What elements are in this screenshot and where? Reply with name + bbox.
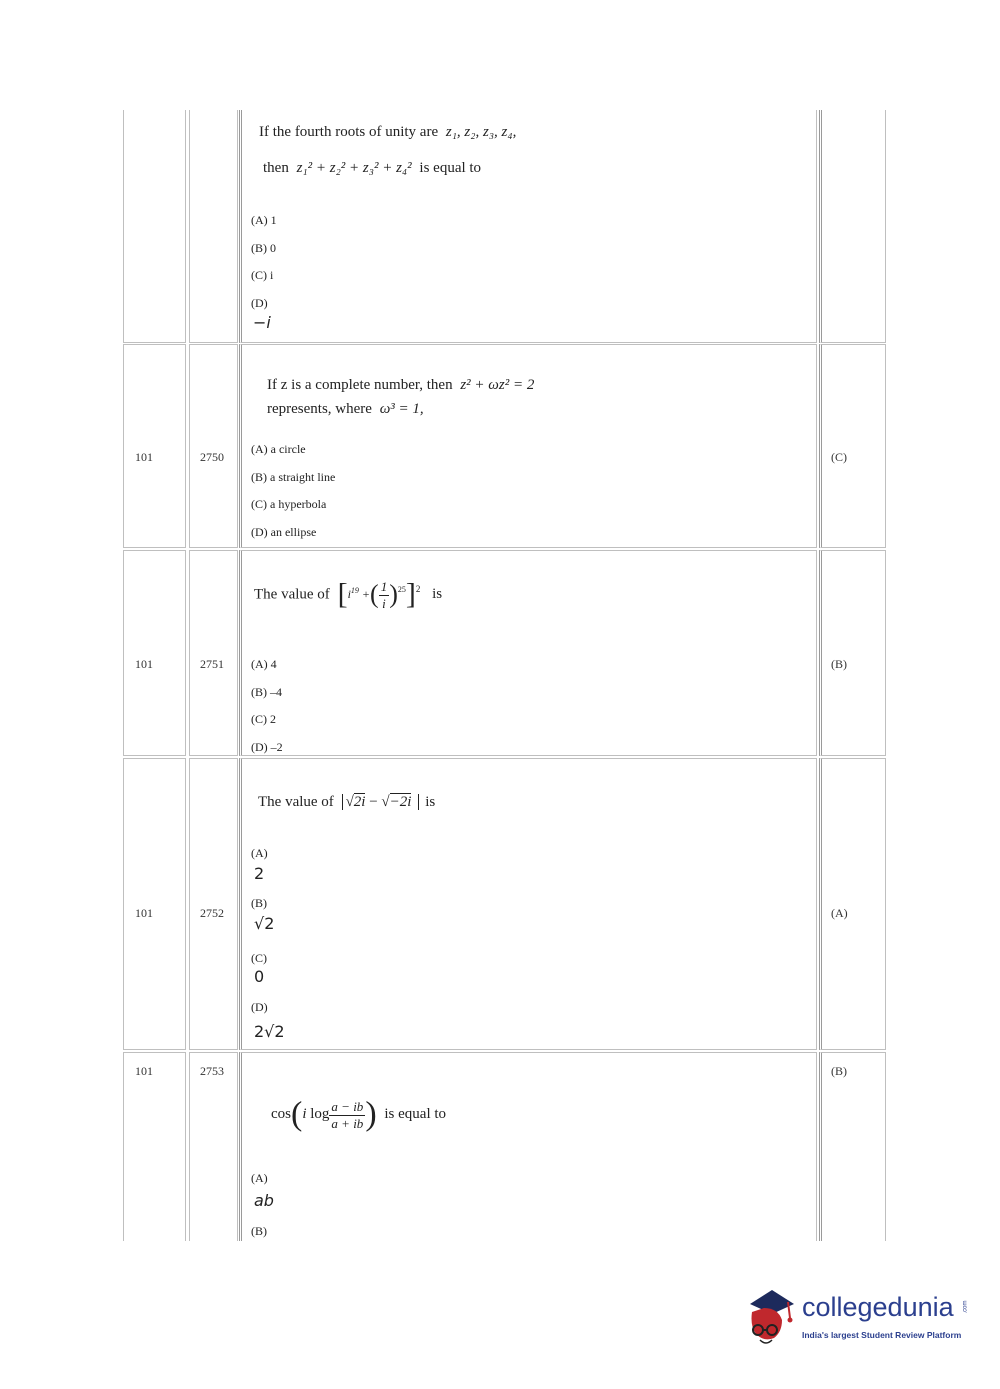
- option-b: (B) a straight line: [251, 470, 336, 484]
- collegedunia-logo: [742, 1284, 972, 1354]
- question-number: 2753: [200, 1064, 224, 1078]
- option-c: (C) 2: [251, 712, 276, 726]
- answer-key: (B): [831, 657, 847, 671]
- question-number-cell: [189, 1052, 238, 1241]
- math-expression: √2i − √−2i: [342, 794, 420, 810]
- subject-cell: [123, 1052, 186, 1241]
- question-number: 2750: [200, 450, 224, 464]
- question-text-line: cos(i log $\frac{a - ib}{a + ib}$ ) is equal to: [271, 1096, 447, 1133]
- math-expression: [$i^{19}$ +( $\frac{1}{i}$ )$^{25}$]$^2$: [337, 578, 421, 611]
- subject-cell: [123, 110, 186, 343]
- table-row: [123, 758, 886, 1050]
- option-b: (B) 0: [251, 241, 276, 255]
- math-expression: cos(i log $\frac{a - ib}{a + ib}$ ): [271, 1096, 377, 1133]
- question-number-cell: [189, 550, 238, 756]
- question-number: 2752: [200, 906, 224, 920]
- option-d-value: 2√2: [254, 1022, 285, 1041]
- option-d: (D): [251, 296, 268, 310]
- math-expression: ω³ = 1,: [379, 401, 424, 417]
- option-d-value: −i: [253, 313, 271, 332]
- question-text-line: The value of [$i^{19}$ +( $\frac{1}{i}$ )$^{25}$]$^2$ is: [254, 578, 443, 611]
- question-text-line: represents, where ω³ = 1,: [267, 401, 424, 417]
- option-c-label: (C): [251, 951, 267, 965]
- option-b-value: √2: [254, 914, 275, 933]
- table-row: [123, 550, 886, 756]
- option-b: (B) –4: [251, 685, 282, 699]
- answer-key: (B): [831, 1064, 847, 1078]
- math-expression: z₁, z₂, z₃, z₄,: [445, 124, 517, 140]
- subject-cell: [123, 550, 186, 756]
- question-text-line: The value of √2i − √−2i is: [258, 794, 436, 810]
- answer-cell: [819, 110, 886, 343]
- table-row: [123, 344, 886, 548]
- option-a-value: 2: [254, 864, 265, 883]
- answer-cell: [819, 758, 886, 1050]
- question-text-line: If z is a complete number, then z² + ωz² = 2: [267, 377, 535, 393]
- answer-cell: [819, 1052, 886, 1241]
- table-row: [123, 110, 886, 343]
- option-b-label: (B): [251, 1224, 267, 1238]
- brand-tagline: India's largest Student Review Platform: [802, 1330, 962, 1340]
- answer-cell: [819, 550, 886, 756]
- option-d-label: (D): [251, 1000, 268, 1014]
- option-d: (D) an ellipse: [251, 525, 317, 539]
- question-text-line: then z₁² + z₂² + z₃² + z₄² is equal to: [263, 160, 482, 176]
- question-table: [123, 110, 886, 1241]
- question-number-cell: [189, 110, 238, 343]
- brand-wordmark: collegedunia: [802, 1292, 954, 1322]
- question-cell: [239, 110, 817, 343]
- option-a-label: (A): [251, 1171, 268, 1185]
- math-expression: z₁² + z₂² + z₃² + z₄²: [296, 160, 412, 176]
- subject-cell: [123, 344, 186, 548]
- option-d: (D) –2: [251, 740, 283, 754]
- option-c-value: 0: [254, 967, 265, 986]
- question-text-line: If the fourth roots of unity are z₁, z₂, z₃, z₄,: [259, 124, 517, 140]
- option-a: (A) 1: [251, 213, 277, 227]
- option-a-label: (A): [251, 846, 268, 860]
- option-a: (A) 4: [251, 657, 277, 671]
- subject-cell: [123, 758, 186, 1050]
- answer-key: (A): [831, 906, 848, 920]
- option-c: (C) i: [251, 268, 274, 282]
- mascot-icon: [742, 1284, 802, 1354]
- table-row: [123, 1052, 886, 1241]
- math-expression: z² + ωz² = 2: [460, 377, 535, 393]
- answer-key: (C): [831, 450, 847, 464]
- question-cell: [239, 1052, 817, 1241]
- subject-code: 101: [135, 1064, 153, 1078]
- option-c: (C) a hyperbola: [251, 497, 327, 511]
- question-number-cell: [189, 758, 238, 1050]
- answer-cell: [819, 344, 886, 548]
- subject-code: 101: [135, 657, 153, 671]
- question-number: 2751: [200, 657, 224, 671]
- subject-code: 101: [135, 906, 153, 920]
- question-cell: [239, 344, 817, 548]
- brand-suffix: .com: [962, 1300, 969, 1314]
- option-b-label: (B): [251, 896, 267, 910]
- subject-code: 101: [135, 450, 153, 464]
- option-a: (A) a circle: [251, 442, 306, 456]
- option-a-value: ab: [254, 1191, 274, 1210]
- question-number-cell: [189, 344, 238, 548]
